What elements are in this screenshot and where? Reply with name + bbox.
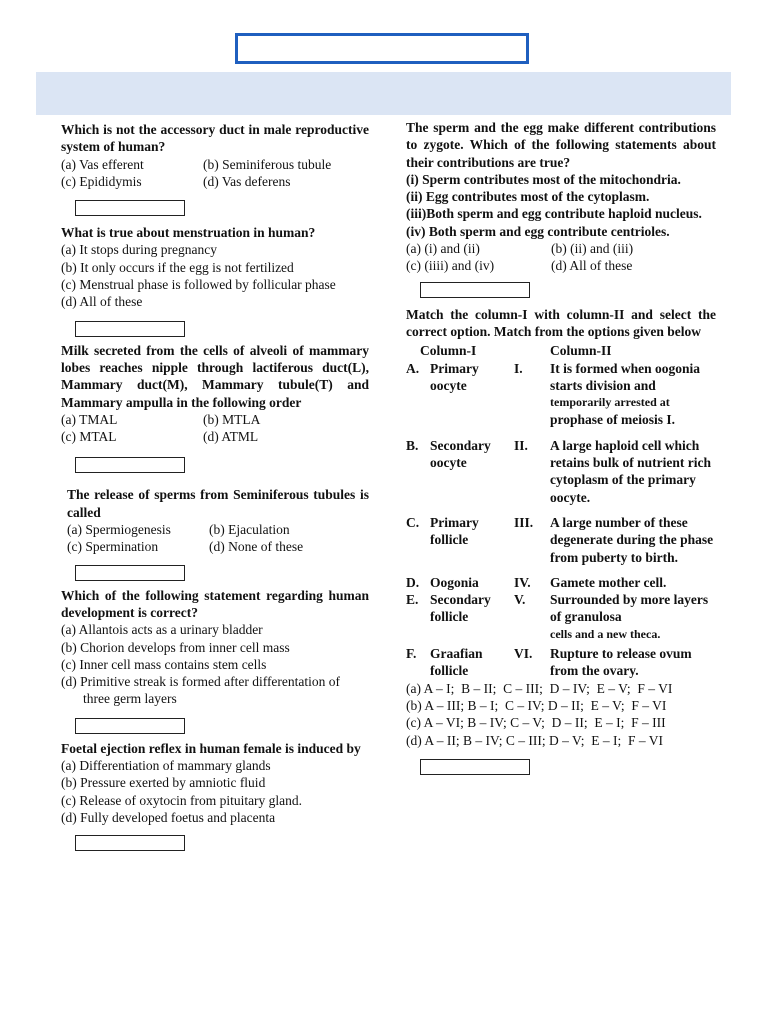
question-text: Foetal ejection reflex in human female is induced by [61,740,361,756]
row-description-cont: cells and a new theca. [550,626,661,641]
option-b[interactable]: (b) (ii) and (iii) [551,241,634,257]
option-b[interactable]: (b) It only occurs if the egg is not fertilized [61,259,294,275]
option-c[interactable]: (c) Spermination [67,539,159,555]
option-c[interactable]: (c) Menstrual phase is followed by follicular phase [61,277,336,293]
option-d[interactable]: (d) Primitive streak is formed after differentation of three germ layers [61,674,341,707]
option-a[interactable]: (a) A – I; B – II; C – III; D – IV; E – V; F – VI [406,680,673,696]
answer-box[interactable] [75,457,185,473]
option-b[interactable]: (b) Pressure exerted by amniotic fluid [61,775,266,791]
statement-iv: (iv) Both sperm and egg contribute centrioles. [406,223,670,239]
question-4 [61,486,369,580]
answer-box[interactable] [75,718,185,734]
statement-iii: (iii)Both sperm and egg contribute haploid nucleus. [406,206,702,222]
option-a[interactable]: (a) Vas efferent [61,156,144,172]
match-row-d [406,574,716,591]
question-8 [406,306,716,775]
row-description-cont: temporarily arrested at [550,395,670,410]
question-3 [61,342,369,474]
row-item: Secondary follicle [430,592,491,625]
row-item: Oogonia [430,574,479,590]
question-7 [406,119,716,298]
statement-ii: (ii) Egg contributes most of the cytoplasm. [406,189,650,205]
row-numeral: I. [514,360,523,376]
header-band [36,72,731,115]
option-c[interactable]: (c) A – VI; B – IV; C – V; D – II; E – I; F – III [406,715,666,731]
answer-box[interactable] [75,835,185,851]
row-description: Surrounded by more layers of granulosa [550,592,709,625]
right-column [406,119,716,775]
question-text: Milk secreted from the cells of alveoli of mammary lobes reaches nipple through lactiferous duct(L), Mammary duct(M), Mammary tubule(T) and Mammary ampulla in the following order [61,342,369,410]
row-description: Gamete mother cell. [550,574,667,590]
row-description-cont2: prophase of meiosis I. [550,412,676,428]
match-row-b [406,437,716,506]
option-c[interactable]: (c) Release of oxytocin from pituitary gland. [61,792,303,808]
option-d[interactable]: (d) None of these [209,539,304,555]
question-6 [61,740,369,851]
option-a[interactable]: (a) TMAL [61,411,118,427]
option-d[interactable]: (d) All of these [61,294,143,310]
question-text: The release of sperms from Seminiferous tubules is called [67,487,369,520]
row-description: Rupture to release ovum from the ovary. [550,646,692,679]
option-b[interactable]: (b) MTLA [203,411,261,427]
row-letter: A. [406,360,420,376]
option-d[interactable]: (d) Vas deferens [203,173,291,189]
match-row-f [406,645,716,680]
match-row-a [406,360,716,429]
row-letter: F. [406,646,417,662]
question-1 [61,121,369,216]
question-2 [61,224,369,336]
option-a[interactable]: (a) Differentiation of mammary glands [61,758,271,774]
row-numeral: III. [514,514,534,530]
row-letter: E. [406,592,419,608]
statement-i: (i) Sperm contributes most of the mitochondria. [406,171,681,187]
row-numeral: V. [514,592,526,608]
row-description: A large haploid cell which retains bulk of nutrient rich cytoplasm of the primary oocyte. [550,437,712,505]
answer-box[interactable] [420,282,530,298]
left-column [61,121,369,851]
answer-box[interactable] [75,565,185,581]
row-numeral: IV. [514,574,531,590]
question-5 [61,587,369,734]
option-b[interactable]: (b) Ejaculation [209,522,290,538]
question-text: Which is not the accessory duct in male reproductive system of human? [61,122,369,155]
option-c[interactable]: (c) Inner cell mass contains stem cells [61,656,267,672]
match-row-e [406,591,716,643]
row-item: Secondary oocyte [430,437,491,471]
question-text: The sperm and the egg make different contributions to zygote. Which of the following statements about their contributions are true? [406,120,716,170]
question-text: What is true about menstruation in human? [61,225,316,241]
option-d[interactable]: (d) All of these [551,258,633,274]
row-numeral: II. [514,437,528,453]
option-b[interactable]: (b) A – III; B – I; C – IV; D – II; E – V; F – VI [406,697,667,713]
row-description: A large number of these degenerate during the phase from puberty to birth. [550,514,714,565]
option-b[interactable]: (b) Chorion develops from inner cell mass [61,639,290,655]
row-item: Graafian follicle [430,646,483,679]
column-2-header: Column-II [550,343,612,359]
option-a[interactable]: (a) Allantois acts as a urinary bladder [61,622,263,638]
row-item: Primary oocyte [430,360,479,393]
option-c[interactable]: (c) (iiii) and (iv) [406,258,495,274]
row-item: Primary follicle [430,514,479,548]
row-description: It is formed when oogonia starts division and [550,360,701,393]
row-numeral: VI. [514,646,533,662]
row-letter: C. [406,514,420,530]
answer-box[interactable] [75,200,185,216]
option-b[interactable]: (b) Seminiferous tubule [203,156,332,172]
option-c[interactable]: (c) MTAL [61,429,117,445]
answer-box[interactable] [420,759,530,775]
row-letter: B. [406,437,419,453]
row-letter: D. [406,574,420,590]
answer-box[interactable] [75,321,185,337]
option-a[interactable]: (a) It stops during pregnancy [61,242,217,258]
question-text: Match the column-I with column-II and select the correct option. Match from the options given below [406,306,716,339]
option-a[interactable]: (a) Spermiogenesis [67,522,171,538]
column-1-header: Column-I [420,343,477,359]
match-row-c [406,514,716,566]
option-d[interactable]: (d) A – II; B – IV; C – III; D – V; E – I; F – VI [406,732,663,748]
option-a[interactable]: (a) (i) and (ii) [406,241,480,257]
option-d[interactable]: (d) ATML [203,429,259,445]
title-box [235,33,529,64]
option-d[interactable]: (d) Fully developed foetus and placenta [61,809,276,825]
option-c[interactable]: (c) Epididymis [61,173,142,189]
question-text: Which of the following statement regarding human development is correct? [61,587,369,620]
